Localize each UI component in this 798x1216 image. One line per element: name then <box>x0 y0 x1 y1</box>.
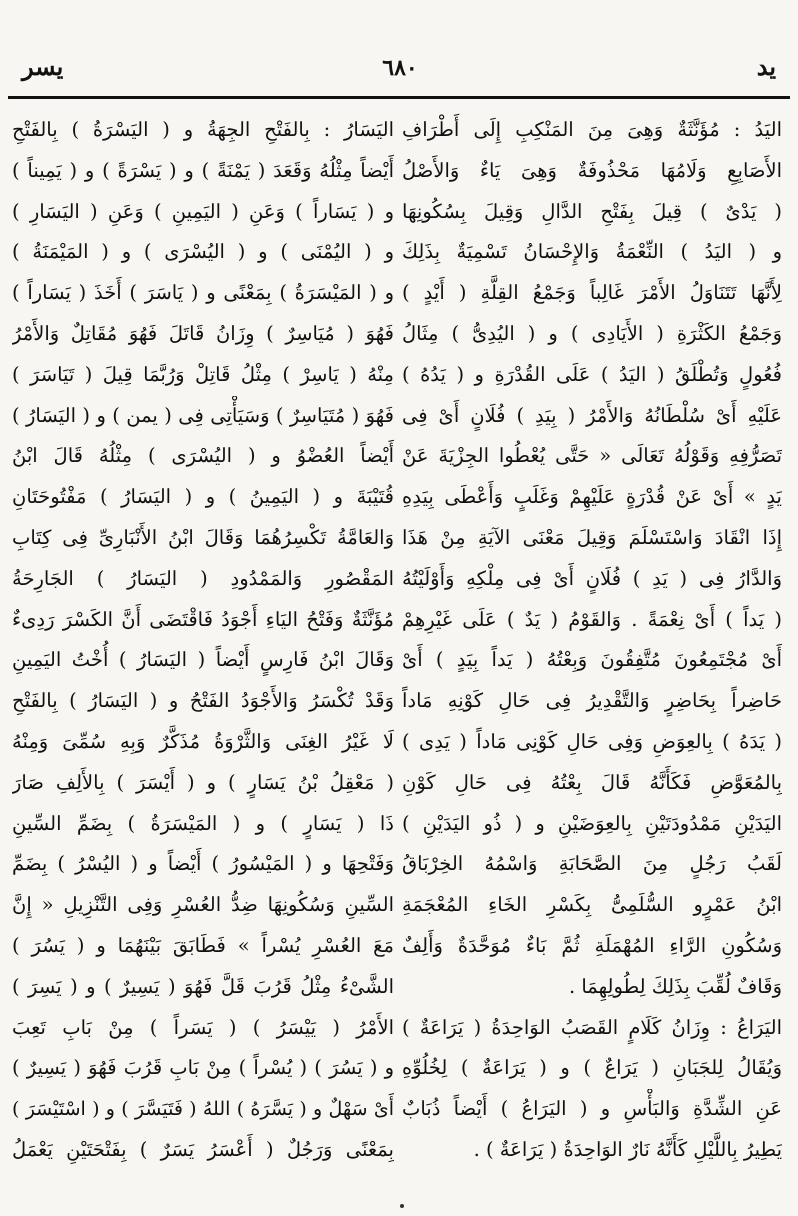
text-line: لِأَنَّهَا تَتَنَاوَلُ الأَمْرَ غَالِباً وَجَمْعُ القِلَّةِ ( أَيْدٍ ) <box>402 281 782 305</box>
header-rule <box>8 96 790 99</box>
text-line: ابْنُ عَمْرٍو السُّلَمِىُّ بِكَسْرِ الخَاءِ المُعْجَمَةِ <box>402 893 782 917</box>
text-line: الأَصَابِعِ وَلَامُهَا مَحْذُوفَةٌ وَهِىَ يَاءٌ وَالأَصْلُ <box>402 158 782 182</box>
text-line: قُتَيْبَةَ و ( اليَمِينُ ) و ( اليَسَارُ ) مَفْتُوحَتَانِ <box>12 485 394 509</box>
text-line: وَالعَامَّةُ تَكْسِرُهُمَا وَقَالَ ابْنُ الأَنْبَارِىِّ فِى كِتَابِ <box>12 525 394 549</box>
text-line: ( يَدَهُ ) بِالعِوَضِ وَفِى حَالِ كَوْنِى مَاداً ( يَدِى ) <box>402 729 782 753</box>
text-line: و ( المَيْسَرَةُ ) بِمَعْنًى و ( يَاسَرَ ) أَخَذَ ( يَسَاراً ) <box>12 281 394 305</box>
text-line: وَقَالَ ابْنُ فَارِسٍ أَيْضاً ( اليَسَارُ ) أُخْتُ اليَمِينِ <box>12 648 394 672</box>
text-line: المَقْصُورِ وَالمَمْدُودِ ( اليَسَارُ ) الجَارِحَةُ <box>12 566 394 590</box>
text-line: أَيْضاً العُضْوُ و ( اليُسْرَى ) مِثْلُهُ قَالَ ابْنُ <box>12 444 394 468</box>
text-line: ( يَدْىٌ ) قِيلَ بِفَتْحِ الدَّالِ وَقِيلَ بِسُكُونِهَا <box>402 199 782 223</box>
text-line: وَجَمْعُ الكَثْرَةِ ( الأَيَادِى ) و ( اليُدِىُّ ) مِثَالُ <box>402 321 782 345</box>
text-line: بِالمُعَوَّضِ فَكَأَنَّهُ قَالَ بِعْتُهُ فِى حَالِ كَوْنِ <box>402 770 782 794</box>
text-line: وَفَتْحِهَا و ( المَيْسُورُ ) أَيْضاً و ( اليُسْرُ ) بِضَمِّ <box>12 852 394 876</box>
text-line: فُعُولٍ وَتُطْلَقُ ( اليَدُ ) عَلَى القُدْرَةِ و ( يَدُهُ ) <box>402 362 782 386</box>
text-line: فَهُوَ ( مُتَيَاسِرٌ ) وَسَيَأْتِى فِى ( يمن ) و ( اليَسَارُ ) <box>12 403 394 427</box>
text-line: ( يَداً ) أَىْ نِعْمَةً . وَالقَوْمُ ( يَدٌ ) عَلَى غَيْرِهِمْ <box>402 607 782 631</box>
right-column <box>402 110 782 1171</box>
text-line: الشَّىْءُ مِثْلُ قَرُبَ قَلَّ فَهُوَ ( يَسِيرٌ ) و ( يَسِرَ ) <box>12 974 394 998</box>
text-line: وَقَدْ تُكْسَرُ وَالأَجْوَدُ الفَتْحُ و ( اليَسَارُ ) بِالفَتْحِ <box>12 689 394 713</box>
text-line: اليَدَيْنِ مَمْدُودَتَيْنِ بِالعِوَضَيْنِ و ( ذُو اليَدَيْنِ ) <box>402 811 782 835</box>
text-line: أَىْ مُجْتَمِعُونَ مُتَّفِقُونَ وَبِعْتُهُ ( يَداً بِيَدٍ ) أَىْ <box>402 648 782 672</box>
text-line: عَنِ الشِّدَّةِ وَالبَأْسِ و ( اليَرَاعُ ) أَيْضاً ذُبَابٌ <box>402 1097 782 1121</box>
text-line: وَسُكُونِ الرَّاءِ المُهْمَلَةِ ثُمَّ بَاءٌ مُوَحَّدَةٌ وَأَلِفٌ <box>402 933 782 957</box>
page-header <box>0 0 798 92</box>
text-line: مُؤَنَّثَةٌ وَفَتْحُ اليَاءِ أَجْوَدُ فَاقْتَضَى أَنَّ الكَسْرَ رَدِىءٌ <box>12 607 394 631</box>
text-line: و ( يَسُرَ ) ( يُسْراً ) مِنْ بَابِ قَرُبَ فَهُوَ ( يَسِيرٌ ) <box>12 1056 394 1080</box>
text-line: و ( اليُمْنَى ) و ( اليُسْرَى ) و ( المَيْمَنَةُ ) <box>12 240 394 264</box>
text-line: اليَدُ : مُؤَنَّثَةٌ وَهِىَ مِنَ المَنْكِبِ إِلَى أَطْرَافِ <box>402 118 782 141</box>
text-line: أَيْضاً مِثْلُهُ وَقَعَدَ ( يَمْنَةً ) و ( يَسْرَةً ) و ( يَمِيناً ) <box>12 158 394 182</box>
text-line: إِذَا انْقَادَ وَاسْتَسْلَمَ وَقِيلَ مَعْنَى الآيَةِ مِنْ هَذَا <box>402 525 782 549</box>
text-line: وَالدَّارُ فِى ( يَدِ ) فُلَانٍ أَىْ فِى مِلْكِهِ وَأَوْلَيْتُهُ <box>402 566 782 590</box>
text-line: لَا غَيْرُ الغِنَى وَالثَّرْوَةُ مُذَكَّرٌ وَبِهِ سُمِّىَ وَمِنْهُ <box>12 729 394 753</box>
text-line: وَقَافٌ لُقِّبَ بِذَلِكَ لِطُولِهِمَا . <box>568 974 782 998</box>
text-line: حَاضِراً بِحَاضِرٍ وَالتَّقْدِيرُ فِى حَالِ كَوْنِهِ مَاداً <box>402 689 782 713</box>
text-line: اليَسَارُ : بِالفَتْحِ الجِهَةُ و ( اليَسْرَةُ ) بِالفَتْحِ <box>12 118 394 141</box>
text-line: وَيُقَالُ لِلجَبَانِ ( يَرَاعٌ ) و ( يَرَاعَةٌ ) لِخُلُوِّهِ <box>402 1056 782 1080</box>
text-line: مَعَ العُسْرِ يُسْراً » فَطَابَقَ بَيْنَهُمَا و ( يَسُرَ ) <box>12 933 394 957</box>
text-line: يَطِيرُ بِاللَّيْلِ كَأَنَّهُ نَارٌ الوَاحِدَةُ ( يَرَاعَةٌ ) . <box>473 1137 782 1161</box>
text-line: أَىْ سَهْلٌ و ( يَسَّرَهُ ) اللهُ ( فَتَيَسَّرَ ) و ( اسْتَيْسَرَ ) <box>12 1098 394 1121</box>
text-line: لَقَبُ رَجُلٍ مِنَ الصَّحَابَةِ وَاسْمُهُ الخِرْبَاقُ <box>402 852 782 876</box>
text-line: الأَمْرُ ( يَيْسَرُ ) ( يَسَراً ) مِنْ بَابِ تَعِبَ <box>12 1015 394 1039</box>
text-line: فَهُوَ ( مُيَاسِرٌ ) وِزَانُ قَاتَلَ فَهُوَ مُقَاتِلٌ وَالأَمْرُ <box>12 321 394 345</box>
text-line: تَصَرُّفِهِ وَقَوْلُهُ تَعَالَى « حَتَّى يُعْطُوا الجِزْيَةَ عَنْ <box>402 444 782 468</box>
text-line: عَلَيْهِ أَىْ سُلْطَانُهُ وَالأَمْرُ ( بِيَدِ ) فُلَانٍ أَىْ فِى <box>402 403 782 427</box>
text-line: مِنْهُ ( يَاسِرْ ) مِثْلُ قَاتِلْ وَرُبَّمَا قِيلَ ( تَيَاسَرَ ) <box>12 362 394 386</box>
text-line: ذَا ( يَسَارٍ ) و ( المَيْسَرَةُ ) بِضَمِّ السِّينِ <box>12 811 394 835</box>
text-line: و ( يَسَاراً ) وَعَنِ ( اليَمِينِ ) وَعَنِ ( اليَسَارِ ) <box>12 199 394 223</box>
text-line: يَدٍ » أَىْ عَنْ قُدْرَةٍ عَلَيْهِمْ وَغَلَبٍ وَأَعْطَى بِيَدِهِ <box>402 485 782 509</box>
text-line: و ( اليَدُ ) النِّعْمَةُ وَالإِحْسَانُ تَسْمِيَةٌ بِذَلِكَ <box>402 240 782 264</box>
page-number: ٦٨٠ <box>382 55 418 81</box>
header-keyword-left: يسر <box>22 52 64 81</box>
text-line: السِّينِ وَسُكُونِهَا ضِدُّ العُسْرِ وَفِى التَّنْزِيلِ « إِنَّ <box>12 893 394 917</box>
text-line: بِمَعْنًى وَرَجُلٌ ( أَعْسَرُ يَسَرٌ ) بِفَتْحَتَيْنِ يَعْمَلُ <box>12 1137 394 1161</box>
text-line: اليَرَاعُ : وِزَانُ كَلَامٍ القَصَبُ الوَاحِدَةُ ( يَرَاعَةٌ ) <box>402 1015 782 1039</box>
text-line: ( مَعْقِلُ بْنُ يَسَارٍ ) و ( أَيْسَرَ ) بِالأَلِفِ صَارَ <box>12 770 394 794</box>
page-mark <box>400 1204 404 1208</box>
header-keyword-right: يد <box>756 52 776 81</box>
left-column <box>12 110 394 1171</box>
